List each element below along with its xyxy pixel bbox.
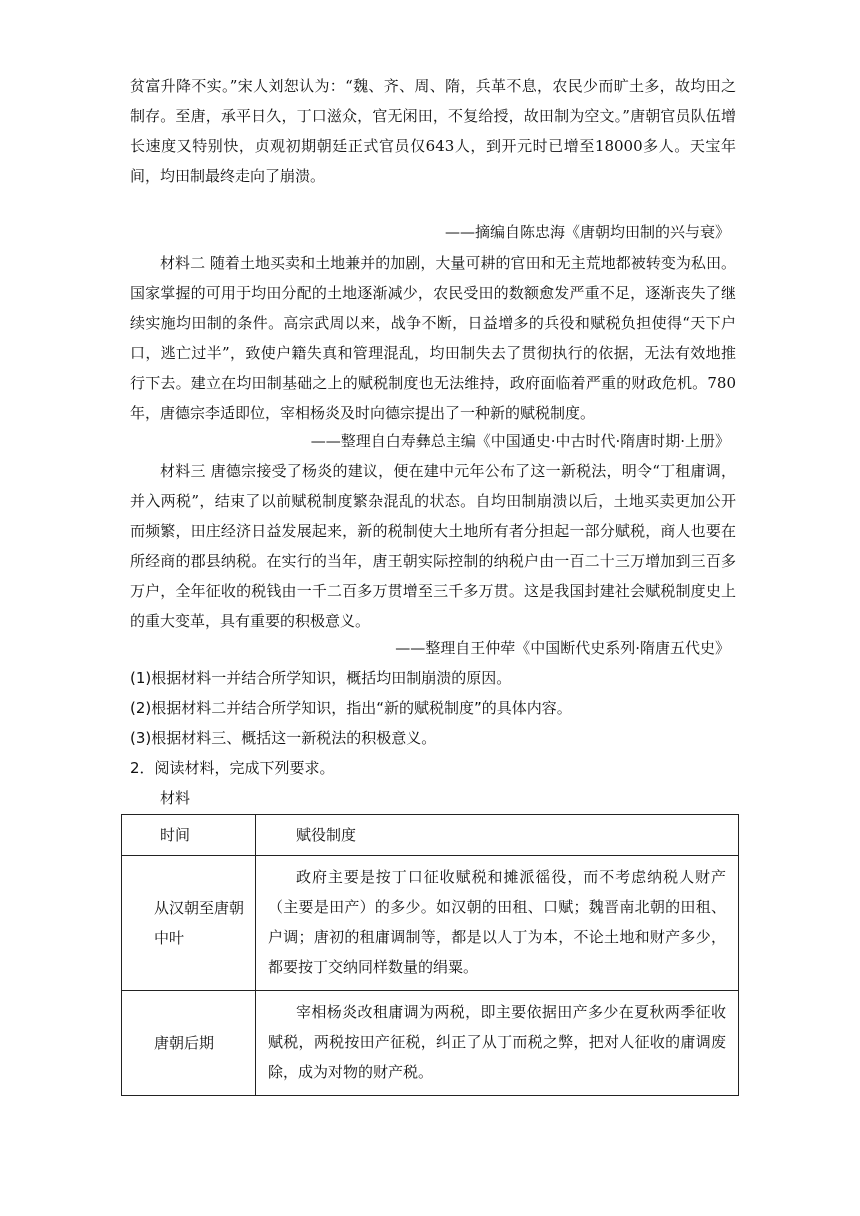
table-header-system: 赋役制度 [256,815,739,856]
table-row [122,856,739,991]
material1-source: ——摘编自陈忠海《唐朝均田制的兴与衰》 [444,223,730,241]
table-cell-time: 唐朝后期 [122,991,256,1096]
material3-paragraph: 材料三 唐德宗接受了杨炎的建议，便在建中元年公布了这一新税法，明令“丁租庸调，并入两税”，结束了以前赋税制度繁杂混乱的状态。自均田制崩溃以后，土地买卖更加公开而频繁，田庄经济日益发展起来，新的税制使大土地所有者分担起一部分赋税，商人也要在所经商的郡县纳税。在实行的当年，唐王朝实际控制的纳税户由一百二十三万增加到三百多万户，全年征收的税钱由一千二百多万贯增至三千多万贯。这是我国封建社会赋税制度史上的重大变革，具有重要的积极意义。 [130,462,736,630]
table-cell-desc: 宰相杨炎改租庸调为两税，即主要依据田产多少在夏秋两季征收赋税，两税按田产征税，纠正了从丁而税之弊，把对人征收的庸调废除，成为对物的财产税。 [256,991,739,1096]
tax-system-table [121,814,739,1096]
table-cell-desc: 政府主要是按丁口征收赋税和摊派徭役，而不考虑纳税人财产（主要是田产）的多少。如汉朝的田租、口赋；魏晋南北朝的田租、户调；唐初的租庸调制等，都是以人丁为本，不论土地和财产多少，都要按丁交纳同样数量的绢粟。 [256,856,739,991]
question-1: (1)根据材料一并结合所学知识，概括均田制崩溃的原因。 [130,669,512,687]
material1-paragraph: 贫富升降不实。”宋人刘恕认为：“魏、齐、周、隋，兵革不息，农民少而旷土多，故均田之制存。至唐，承平日久，丁口滋众，官无闲田，不复给授，故田制为空文。”唐朝官员队伍增长速度又特别快，贞观初期朝廷正式官员仅643人，到开元时已增至18000多人。天宝年间，均田制最终走向了崩溃。 [130,77,736,185]
table-row [122,991,739,1096]
question-3: (3)根据材料三、概括这一新税法的积极意义。 [130,729,437,747]
material3-source: ——整理自王仲荦《中国断代史系列·隋唐五代史》 [395,639,730,657]
material-label: 材料 [160,789,191,807]
question-2-title: 2．阅读材料，完成下列要求。 [130,759,335,777]
material2-source: ——整理自白寿彝总主编《中国通史·中古时代·隋唐时期·上册》 [310,432,730,450]
table-cell-time: 从汉朝至唐朝中叶 [122,856,256,991]
table-header-row [122,815,739,856]
material2-paragraph: 材料二 随着土地买卖和土地兼并的加剧，大量可耕的官田和无主荒地都被转变为私田。国家掌握的可用于均田分配的土地逐渐减少，农民受田的数额愈发严重不足，逐渐丧失了继续实施均田制的条件。高宗武周以来，战争不断，日益增多的兵役和赋税负担使得“天下户口，逃亡过半”，致使户籍失真和管理混乱，均田制失去了贯彻执行的依据，无法有效地推行下去。建立在均田制基础之上的赋税制度也无法维持，政府面临着严重的财政危机。780年，唐德宗李适即位，宰相杨炎及时向德宗提出了一种新的赋税制度。 [130,254,736,422]
question-2: (2)根据材料二并结合所学知识，指出“新的赋税制度”的具体内容。 [130,699,572,717]
table-header-time: 时间 [122,815,256,856]
